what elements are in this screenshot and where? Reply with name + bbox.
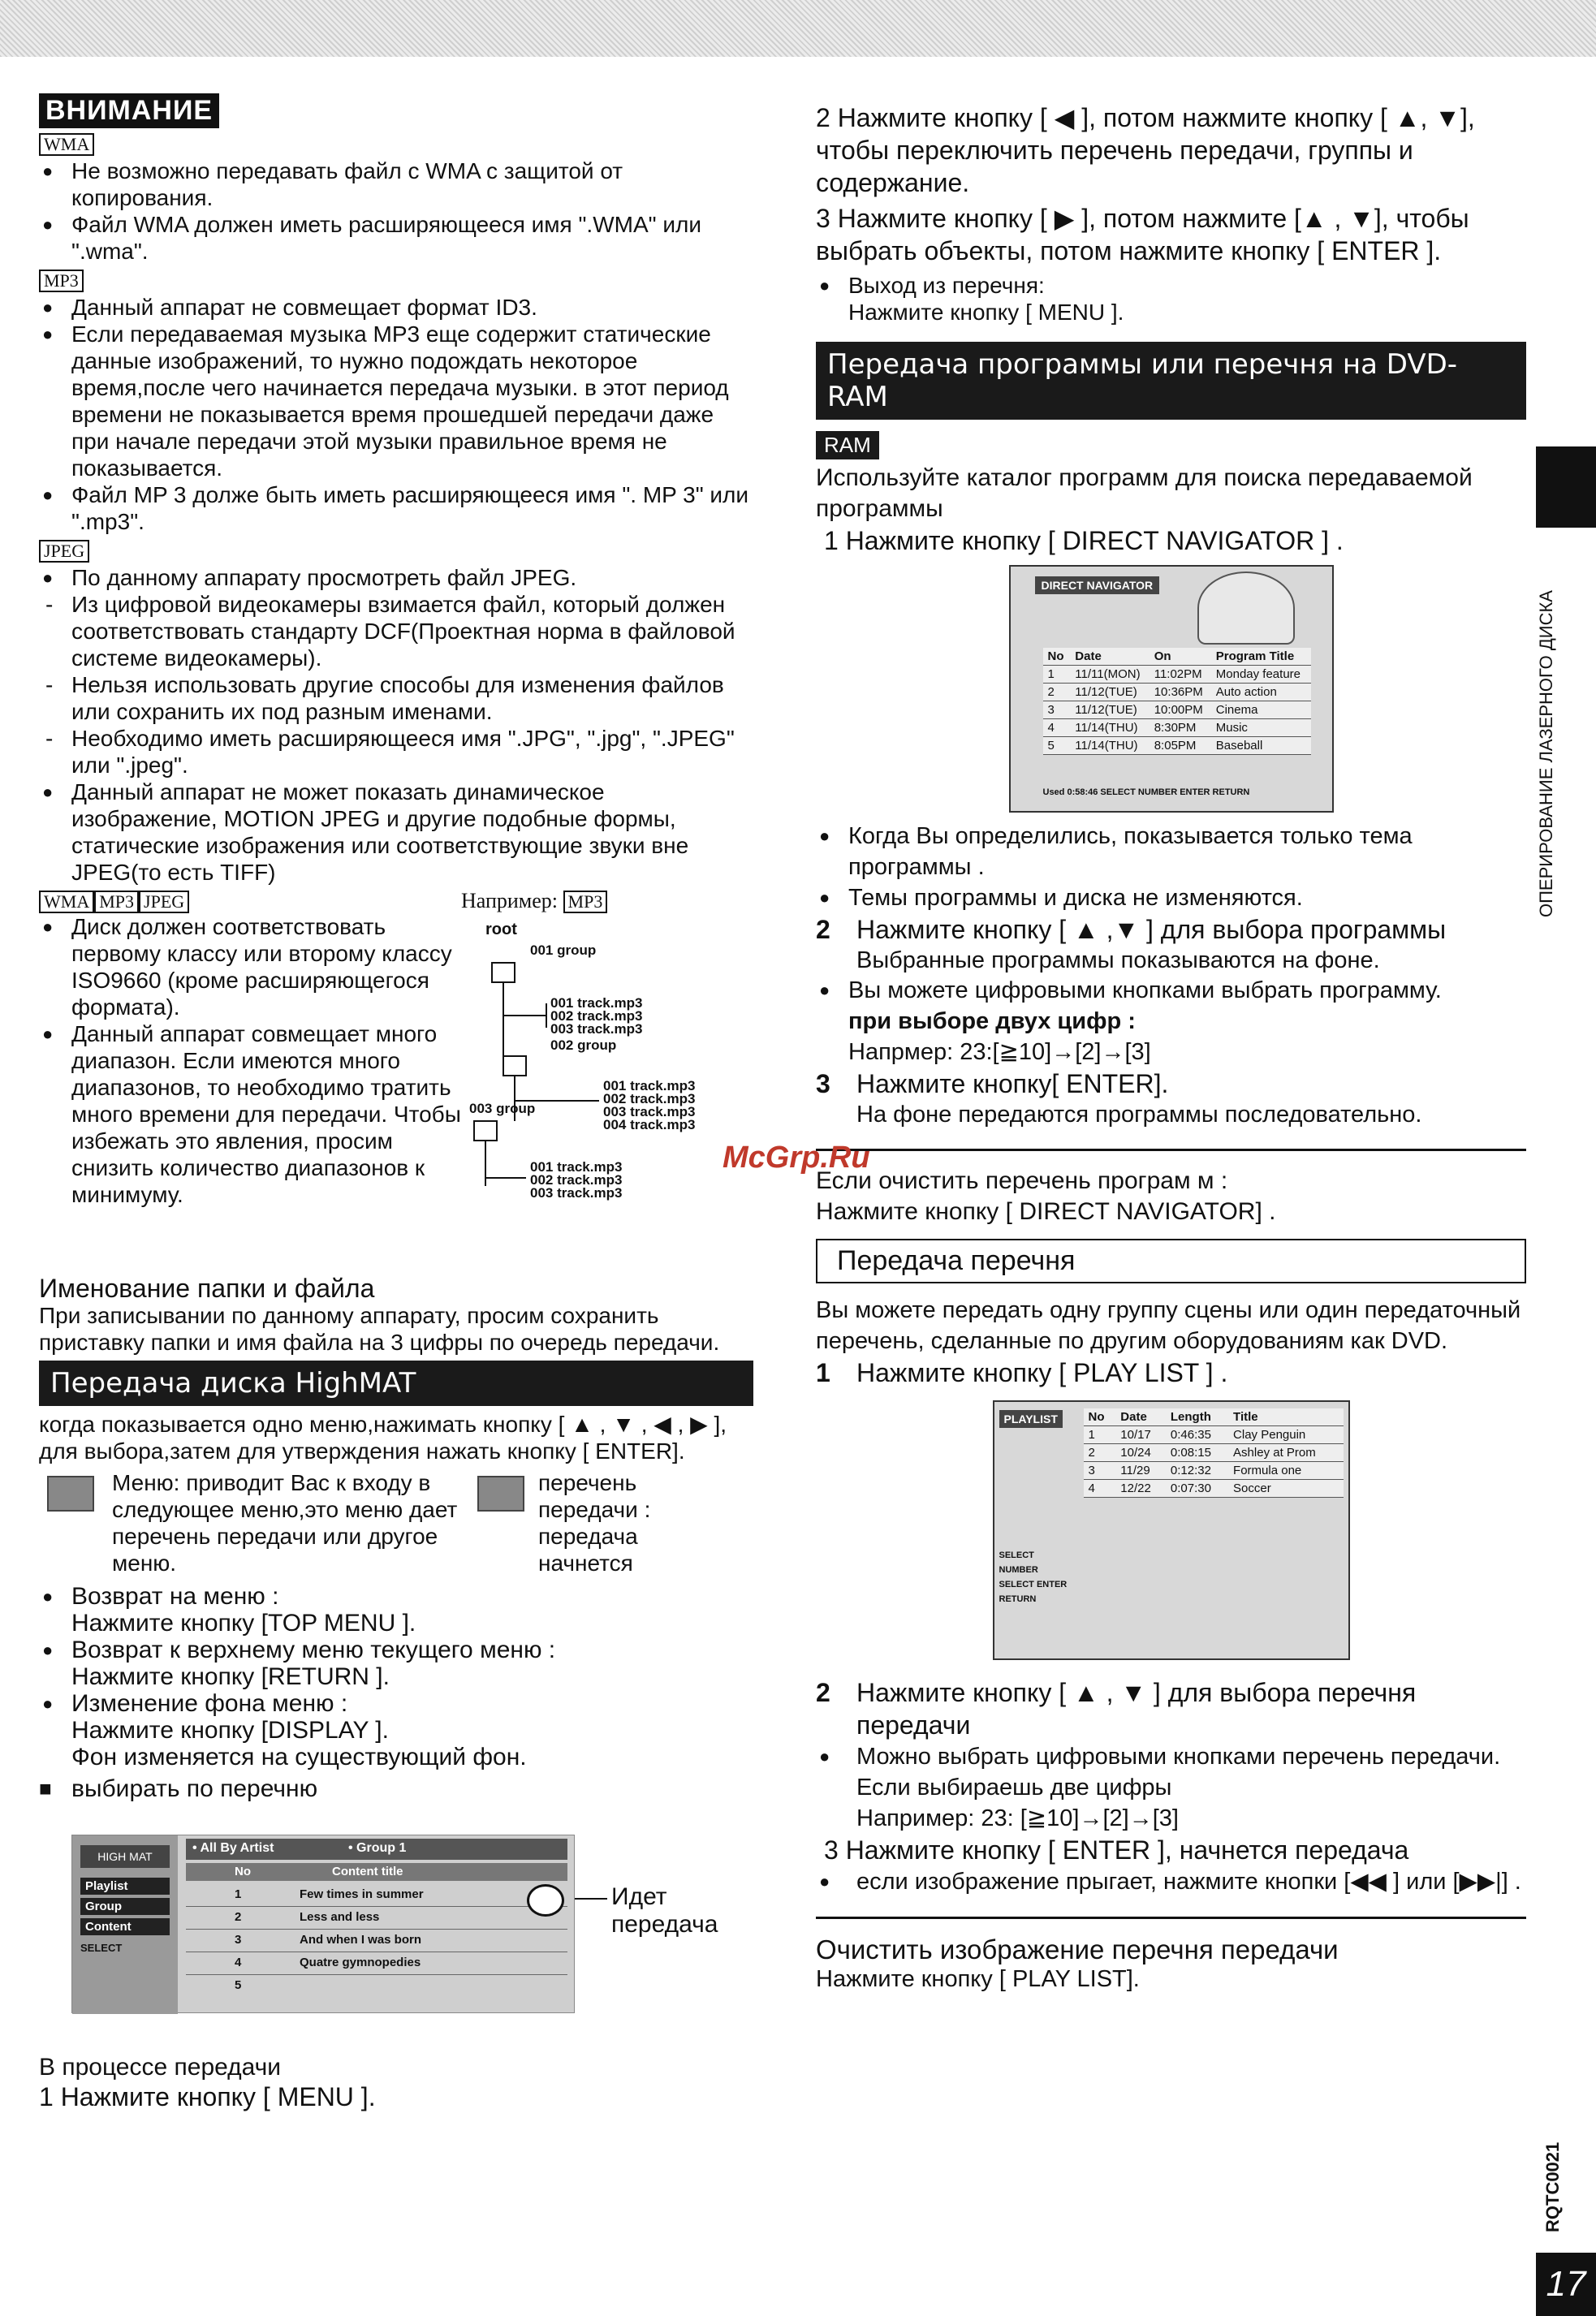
cell: Monday feature [1211,666,1311,684]
table-row[interactable] [186,1930,567,1952]
cell: 11/14(THU) [1070,719,1149,737]
cell: 0:12:32 [1166,1462,1228,1480]
table-row[interactable] [1084,1462,1344,1480]
row-title: Quatre gymnopedies [300,1956,421,1969]
dn-bullet-2: ● Темы программы и диска не изменяются. [816,882,1526,913]
g3-track-1: 001 track.mp3 [530,1159,623,1175]
cell: Cinema [1211,701,1311,719]
nav-item-3-sub2: Фон изменяется на существующий фон. [71,1744,527,1770]
highmat-screen [71,1835,575,2013]
clear2-title: Очистить изображение перечня передачи [816,1934,1339,1965]
mp3-item-1: ● Данный аппарат не совмещает формат ID3. [39,294,753,321]
badge-all-jpeg: JPEG [139,891,189,913]
table-row[interactable] [1043,701,1311,719]
table-row[interactable] [186,1975,567,1998]
dn-col: No [1043,648,1071,666]
cell: Baseball [1211,737,1311,755]
cell: 8:30PM [1150,719,1211,737]
during-step: 1 Нажмите кнопку [ MENU ]. [39,2082,376,2111]
pl-step-1: Нажмите кнопку [ PLAY LIST ] . [856,1358,1228,1387]
mp3-item-2: ● Если передаваемая музыка MP3 еще содержит статические данные изображений, то нужно подождать некоторое время,после чего начинается передача музыки. в этот период времени не показывается время прошедшей передачи даже при начале передачи этой музыки правильное время не показывается. [39,321,753,481]
cell: 0:07:30 [1166,1480,1228,1498]
cell: 3 [1043,701,1071,719]
step-number: 1 [816,1358,830,1387]
side-group[interactable]: Group [80,1898,170,1915]
nav-item-3-title: ● Изменение фона меню : [39,1690,753,1717]
side-content[interactable]: Content [80,1918,170,1935]
divider [816,1149,1526,1151]
list-text: перечень передачи : передача начнется [538,1470,651,1576]
dn-table [1043,648,1311,755]
table-row[interactable] [186,1907,567,1930]
dn-col: Program Title [1211,648,1311,666]
pl-step-2-row [816,1676,1526,1741]
direct-navigator-screen [1009,565,1334,813]
cell: 11/14(THU) [1070,737,1149,755]
dn-footer: Used 0:58:46 SELECT NUMBER ENTER RETURN [1042,787,1250,797]
cell: 11/12(TUE) [1070,701,1149,719]
dvdram-section-title: Передача программы или перечня на DVD-RAM [816,342,1526,420]
highmat-intro: когда показывается одно меню,нажимать кнопку [ ▲ , ▼ , ◀ , ▶ ], для выбора,затем для утверждения нажать кнопку [ ENTER]. [39,1412,727,1464]
cell: 11:02PM [1150,666,1211,684]
dn-step-3-row [816,1067,1526,1100]
cell: Clay Penguin [1228,1426,1343,1444]
disc-section [39,886,753,1275]
table-row[interactable] [1043,684,1311,701]
folder-tree-diagram [469,918,753,1267]
ram-intro: Используйте каталог программ для поиска передаваемой программы [816,464,1473,522]
nav-item-2-sub: Нажмите кнопку [RETURN ]. [71,1663,390,1690]
badge-mp3: MP3 [39,270,84,292]
table-row[interactable] [1084,1480,1344,1498]
g2-track-2: 002 track.mp3 [603,1091,696,1106]
exit-title: ● Выход из перечня: [816,272,1526,299]
nav-item-1-sub: Нажмите кнопку [TOP MENU ]. [71,1610,416,1637]
wma-item-2: ● Файл WMA должен иметь расширяющееся имя ".WMA" или ".wma". [39,211,753,265]
row-no: 2 [235,1910,242,1924]
cell: 11/12(TUE) [1070,684,1149,701]
dn-bullet-3-b: при выборе двух цифр : [848,1008,1136,1034]
pl-side-hint: SELECT NUMBER SELECT ENTER RETURN [999,1550,1068,1604]
g2-track-4: 004 track.mp3 [603,1117,696,1132]
badge-all-wma: WMA [39,891,94,913]
playlist-box-title: Передача перечня [816,1239,1526,1283]
wma-item-1: ● Не возможно передавать файл с WMA с защитой от копирования. [39,157,753,211]
pl-bullet-2: ● если изображение прыгает, нажмите кнопки [◀◀ ] или [▶▶|] . [816,1866,1526,1897]
pl-bullet-c: Например: 23: [≧10]→[2]→[3] [856,1805,1179,1831]
cell: 2 [1043,684,1071,701]
dn-col: Date [1070,648,1149,666]
g1-track-1: 001 track.mp3 [550,995,643,1011]
g3-track-2: 002 track.mp3 [530,1172,623,1188]
row-no: 4 [235,1956,242,1969]
clear2-text: Нажмите кнопку [ PLAY LIST]. [816,1966,1140,1992]
dn-step-3: Нажмите кнопку[ ENTER]. [856,1069,1169,1098]
select-hint: SELECT [80,1942,123,1954]
pl-step-3: 3 Нажмите кнопку [ ENTER ], начнется передача [824,1835,1409,1865]
disc-item-1: ● Диск должен соответствовать первому классу или второму классу ISO9660 (кроме расширяющегося формата). [39,913,461,1020]
naming-title: Именование папки и файла [39,1274,375,1303]
badge-wma: WMA [39,133,94,156]
cell: 10:00PM [1150,701,1211,719]
dn-step-3-sub: На фоне передаются программы последовательно. [856,1102,1422,1128]
pl-col: No [1084,1408,1116,1426]
table-row[interactable] [1084,1426,1344,1444]
pl-intro: Вы можете передать одну группу сцены или один передаточный перечень, сделанные по другим оборудованиям как DVD. [816,1297,1521,1354]
naming-text: При записывании по данному аппарату, просим сохранить приставку папки и имя файла на 3 цифры по очередь передачи. [39,1303,720,1355]
cell: Auto action [1211,684,1311,701]
pl-title: PLAYLIST [999,1410,1063,1428]
cell: 2 [1084,1444,1116,1462]
tree-group-2: 002 group [550,1037,617,1053]
warning-title: ВНИМАНИЕ [39,93,219,128]
dn-step-2-sub: Выбранные программы показываются на фоне. [856,947,1380,973]
row-no: 3 [235,1933,242,1947]
section-tab [1536,446,1596,528]
table-row[interactable] [1043,737,1311,755]
cell: 10/24 [1115,1444,1166,1462]
page-number: 17 [1536,2253,1596,2316]
row-no: 5 [235,1978,242,1992]
table-row[interactable] [1084,1444,1344,1462]
pl-step-2: Нажмите кнопку [ ▲ , ▼ ] для выбора перечня передачи [856,1678,1417,1740]
cell: Formula one [1228,1462,1343,1480]
dn-col: On [1150,648,1211,666]
hm-col-title: Content title [332,1865,403,1878]
step-3: 3 Нажмите кнопку [ ▶ ], потом нажмите [▲ , ▼], чтобы выбрать объекты, потом нажмите кнопку [ ENTER ]. [816,204,1469,265]
hm-col-no: No [235,1865,251,1878]
vertical-section-label: ОПЕРИРОВАНИЕ ЛАЗЕРНОГО ДИСКА [1536,590,1556,917]
left-column [39,93,753,2113]
pl-bullet: ● Можно выбрать цифровыми кнопками перечень передачи. [816,1741,1526,1772]
cell: 8:05PM [1150,737,1211,755]
step-number: 2 [816,1678,830,1707]
row-title: Few times in summer [300,1887,424,1901]
cell: 11/11(MON) [1070,666,1149,684]
divider [816,1917,1526,1919]
mp3-item-3: ● Файл MP 3 долже быть иметь расширяющееся имя ". MP 3" или ".mp3". [39,481,753,535]
dn-step-1: 1 Нажмите кнопку [ DIRECT NAVIGATOR ] . [824,526,1344,555]
cell: 1 [1043,666,1071,684]
cell: Music [1211,719,1311,737]
cell: Soccer [1228,1480,1343,1498]
jpeg-dash-2: - Нельзя использовать другие способы для изменения файлов или сохранить их под разным именами. [39,671,753,725]
during-title: В процессе передачи [39,2054,282,2081]
example-badge: MP3 [563,891,608,913]
g2-track-1: 001 track.mp3 [603,1078,696,1093]
cell: 0:08:15 [1166,1444,1228,1462]
highmat-logo: HIGH MAT [80,1845,170,1868]
folder-icon [492,963,515,982]
hm-head-1: • All By Artist [192,1841,274,1855]
cell: 12/22 [1115,1480,1166,1498]
menu-icon [47,1476,94,1512]
right-column [816,101,1526,1993]
table-row[interactable] [186,1884,567,1907]
jpeg-dash-1: - Из цифровой видеокамеры взимается файл, который должен соответствовать стандарту DCF(Проектная норма в файловой системе видеокамеры). [39,591,753,671]
pl-bullet-b: Если выбираешь две цифры [856,1775,1172,1801]
cell: 10:36PM [1150,684,1211,701]
pl-col: Title [1228,1408,1343,1426]
badge-all-mp3: MP3 [94,891,139,913]
cell: 1 [1084,1426,1116,1444]
disc-item-2: ● Данный аппарат совмещает много диапазон. Если имеются много диапазонов, то необходимо тратить много времени для передачи. Чтобы избежать это явления, просим снизить количество диапазонов к минимуму. [39,1020,461,1208]
tree-root: root [485,921,517,938]
hm-head-2: • Group 1 [348,1841,407,1855]
g1-track-2: 002 track.mp3 [550,1008,643,1024]
playing-icon [527,1884,564,1917]
pl-step-1-row [816,1356,1526,1389]
menu-text: Меню: приводит Вас к входу в следующее меню,это меню дает перечень передачи или другое меню. [112,1470,458,1576]
cell: 11/29 [1115,1462,1166,1480]
clear-title: Если очистить перечень програм м : [816,1167,1228,1194]
nav-item-2-title: ● Возврат к верхнему меню текущего меню : [39,1637,753,1663]
cell: 5 [1043,737,1071,755]
badge-jpeg: JPEG [39,540,89,563]
pl-table [1084,1408,1344,1498]
cell: Ashley at Prom [1228,1444,1343,1462]
g2-track-3: 003 track.mp3 [603,1104,696,1119]
step-2: 2 Нажмите кнопку [ ◀ ], потом нажмите кнопку [ ▲, ▼], чтобы переключить перечень передачи, группы и содержание. [816,103,1475,197]
step-number: 3 [816,1069,830,1098]
cell: 4 [1043,719,1071,737]
dn-bullet-3: ● Вы можете цифровыми кнопками выбрать программу. [816,975,1526,1006]
watermark: McGrp.Ru [723,1141,870,1175]
step-number: 2 [816,915,830,944]
select-by-list: ■ выбирать по перечню [39,1775,753,1802]
dn-title: DIRECT NAVIGATOR [1035,576,1160,594]
pl-col: Length [1166,1408,1228,1426]
playlist-screen [993,1400,1350,1660]
row-title: And when I was born [300,1933,422,1947]
example-label: Например: [461,889,559,912]
table-row[interactable] [186,1952,567,1975]
highmat-section-title: Передача диска HighMAT [39,1361,753,1406]
g3-track-3: 003 track.mp3 [530,1185,623,1201]
folder-icon [503,1056,526,1076]
top-halftone-bar [0,0,1596,57]
jpeg-bullet: ● По данному аппарату просмотреть файл JPEG. [39,564,753,591]
playing-callout: Идет передача [611,1883,718,1938]
dn-step-2: Нажмите кнопку [ ▲ ,▼ ] для выбора программы [856,915,1447,944]
cell: 10/17 [1115,1426,1166,1444]
menu-legend [39,1469,753,1583]
highmat-screen-figure [39,1835,753,2029]
row-title: Less and less [300,1910,380,1924]
table-row[interactable] [1043,666,1311,684]
dn-bullet-1: ● Когда Вы определились, показывается только тема программы . [816,821,1526,882]
table-row[interactable] [1043,719,1311,737]
clear-text: Нажмите кнопку [ DIRECT NAVIGATOR] . [816,1198,1276,1225]
pl-col: Date [1115,1408,1166,1426]
tree-group-1: 001 group [530,942,597,958]
dn-bullet-3-c: Напрмер: 23:[≧10]→[2]→[3] [848,1039,1151,1065]
jpeg-bullet-2: ● Данный аппарат не может показать динамическое изображение, MOTION JPEG и другие подобные формы, статические изображения или соответствующие звуки вне JPEG(то есть TIFF) [39,778,753,886]
row-no: 1 [235,1887,242,1901]
side-playlist[interactable]: Playlist [80,1878,170,1895]
cell: 3 [1084,1462,1116,1480]
ram-badge: RAM [816,431,879,459]
playlist-icon [477,1476,524,1512]
folder-icon [474,1121,497,1141]
jpeg-dash-3: - Необходимо иметь расширяющееся имя ".JPG", ".jpg", ".JPEG" или ".jpeg". [39,725,753,778]
tree-group-3: 003 group [469,1101,536,1116]
g1-track-3: 003 track.mp3 [550,1021,643,1037]
dn-step-2-row [816,913,1526,946]
cell: 0:46:35 [1166,1426,1228,1444]
nav-item-1-title: ● Возврат на меню : [39,1583,753,1610]
cell: 4 [1084,1480,1116,1498]
doc-code: RQTC0021 [1542,2141,1563,2232]
person-illustration [1197,571,1295,645]
nav-item-3-sub: Нажмите кнопку [DISPLAY ]. [71,1717,389,1744]
exit-text: Нажмите кнопку [ MENU ]. [848,300,1124,325]
